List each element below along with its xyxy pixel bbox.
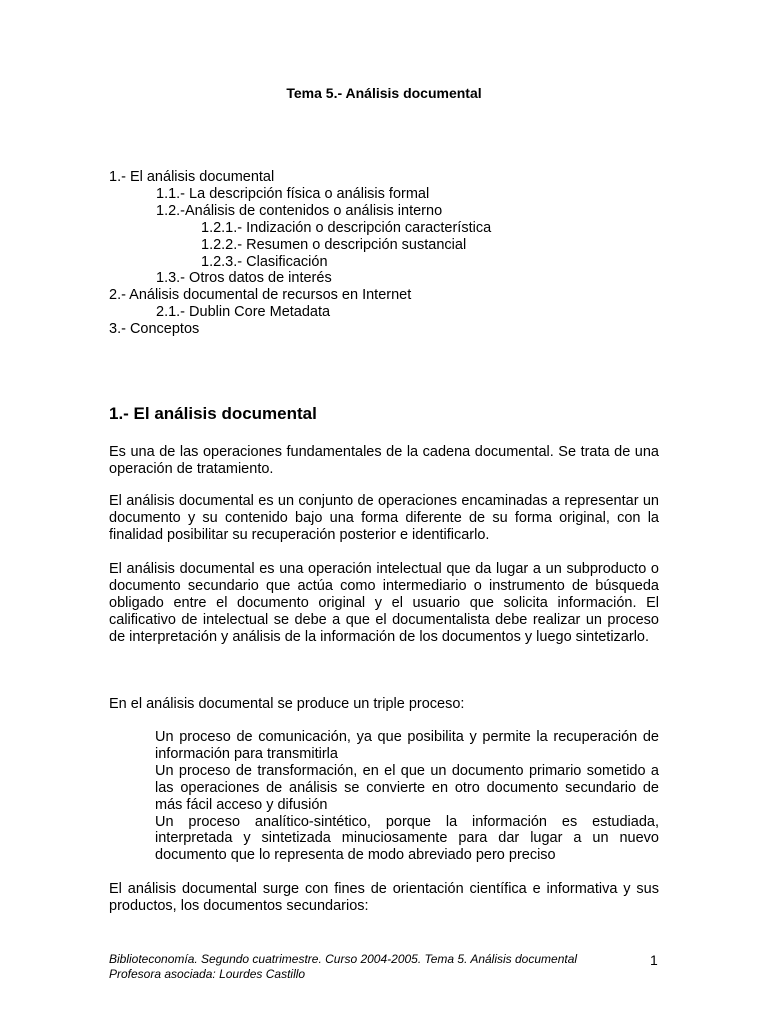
list-item: Un proceso analítico-sintético, porque la información es estudiada, interpretada y sintetizada minuciosamente para dar lugar a un nuevo documento que lo representa de modo abreviado pero preciso <box>155 813 659 864</box>
paragraph-text: Es una de las operaciones fundamentales de la cadena documental. Se trata de una operación de tratamiento. <box>109 444 659 477</box>
paragraph <box>109 881 659 915</box>
toc-item: 1.3.- Otros datos de interés <box>156 270 332 287</box>
list-item: Un proceso de transformación, en el que un documento primario sometido a las operaciones de análisis se convierte en otro documento secundario de más fácil acceso y difusión <box>155 762 659 813</box>
process-list <box>155 729 659 864</box>
toc-item: 1.1.- La descripción física o análisis formal <box>156 185 430 202</box>
paragraph-text: El análisis documental surge con fines de orientación científica e informativa y sus productos, los documentos secundarios: <box>109 881 659 914</box>
paragraph-text: El análisis documental es una operación intelectual que da lugar a un subproducto o documento secundario que actúa como intermediario o instrumento de búsqueda obligado entre el documento original y el usuario que solicita información. El calificativo de intelectual se debe a que el documentalista debe realizar un proceso de interpretación y análisis de la información de los documentos y luego sintetizarlo. <box>109 561 659 645</box>
paragraph-text: En el análisis documental se produce un triple proceso: <box>109 696 465 712</box>
toc-item: 1.- El análisis documental <box>109 169 275 185</box>
toc-item: 1.2.1.- Indización o descripción característica <box>201 219 492 236</box>
paragraph-text: El análisis documental es un conjunto de operaciones encaminadas a representar un documento y su contenido bajo una forma diferente de su forma original, con la finalidad posibilitar su recuperación posterior e identificarlo. <box>109 493 659 543</box>
paragraph <box>109 696 659 713</box>
toc-item: 1.2.-Análisis de contenidos o análisis interno <box>156 202 443 219</box>
page-footer <box>109 952 577 981</box>
footer-line: Biblioteconomía. Segundo cuatrimestre. Curso 2004-2005. Tema 5. Análisis documental <box>109 952 578 966</box>
paragraph <box>109 444 659 478</box>
paragraph <box>109 493 659 544</box>
toc-item: 1.2.3.- Clasificación <box>201 253 328 270</box>
footer-line: Profesora asociada: Lourdes Castillo <box>109 966 306 981</box>
paragraph <box>109 561 659 646</box>
table-of-contents <box>109 169 491 338</box>
list-item: Un proceso de comunicación, ya que posibilita y permite la recuperación de información para transmitirla <box>155 729 659 762</box>
page-number: 1 <box>650 952 658 968</box>
toc-item: 3.- Conceptos <box>109 321 200 338</box>
toc-item: 1.2.2.- Resumen o descripción sustancial <box>201 236 467 253</box>
toc-item: 2.- Análisis documental de recursos en Internet <box>109 287 412 304</box>
section-heading: 1.- El análisis documental <box>109 404 317 423</box>
toc-item: 2.1.- Dublin Core Metadata <box>156 304 331 321</box>
document-title: Tema 5.- Análisis documental <box>286 85 482 101</box>
